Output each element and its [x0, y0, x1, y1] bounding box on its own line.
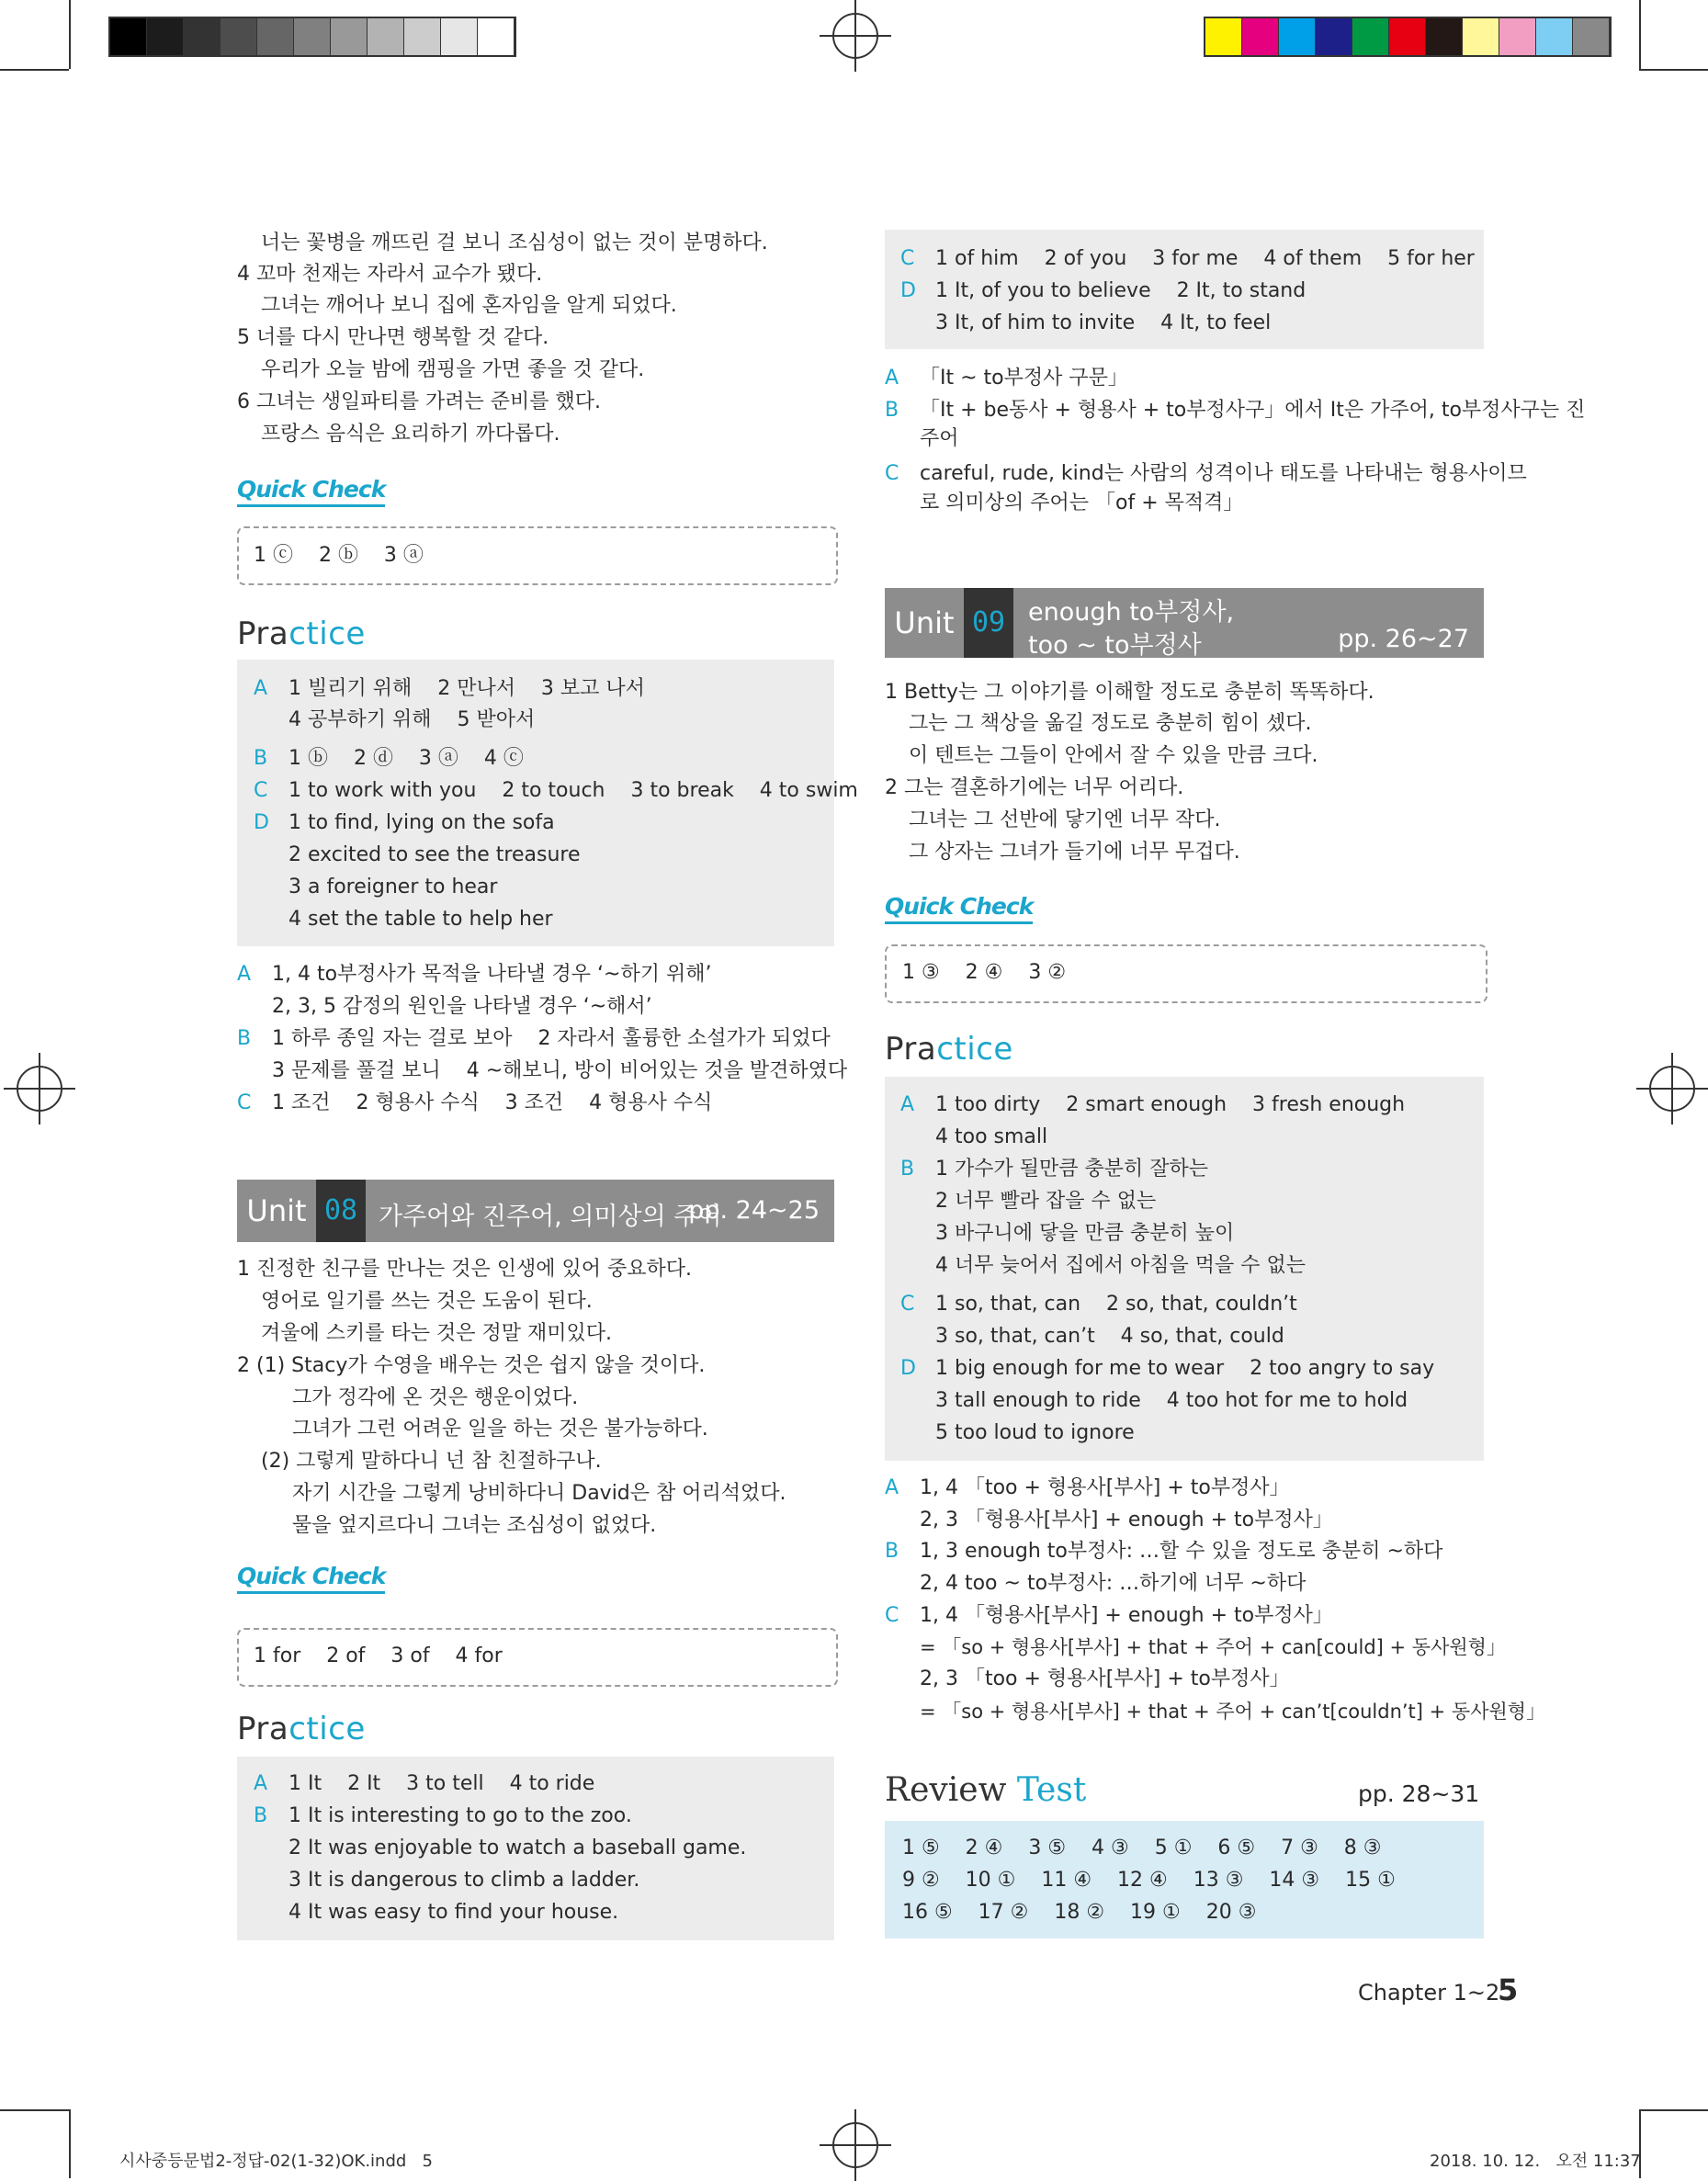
practice-title-part: ctice [288, 616, 366, 652]
answer-row [254, 905, 553, 934]
row-text: 2 excited to see the treasure [288, 843, 581, 866]
row-text: careful, rude, kind는 사람의 성격이나 태도를 나타내는 형용사이므 [920, 462, 1527, 485]
crop-mark [0, 2109, 69, 2111]
quick-check-title: Quick Check [237, 1563, 385, 1594]
row-label: B [885, 399, 899, 422]
row-text: 2, 3 「형용사[부사] + enough + to부정사」 [920, 1509, 1333, 1531]
answer-row [900, 1251, 1306, 1281]
row-text: 3 문제를 풀걸 보니 4 ~해보니, 방이 비어있는 것을 발견하였다 [272, 1059, 848, 1082]
practice-title-part: Pra [237, 1711, 289, 1747]
row-label: B [885, 1540, 899, 1563]
text-line: 그는 그 책상을 옮길 정도로 충분히 힘이 셌다. [909, 712, 1312, 735]
answer-row [254, 1834, 746, 1863]
answer-row [900, 1187, 1156, 1216]
answer-row [900, 244, 1475, 274]
note-row [237, 1024, 831, 1054]
row-text: 주어 [920, 427, 959, 450]
unit-title-line-1: enough to부정사, [1028, 598, 1235, 627]
row-label: A [885, 1476, 899, 1499]
grayscale-bar [108, 17, 516, 57]
crop-mark [1639, 69, 1708, 71]
note-row [885, 1474, 1290, 1503]
row-label: C [885, 1604, 899, 1627]
answer-row [900, 1090, 1405, 1120]
unit-label: Unit [894, 605, 955, 640]
review-row: 9 ② 10 ① 11 ④ 12 ④ 13 ③ 14 ③ 15 ① [902, 1869, 1396, 1892]
row-text: 3 so, that, can’t 4 so, that, could [935, 1325, 1284, 1348]
quick-check-title: Quick Check [885, 893, 1033, 924]
note-row [885, 489, 1243, 518]
text-line: 그녀는 깨어나 보니 집에 혼자임을 알게 되었다. [261, 294, 677, 317]
row-label: D [900, 1357, 916, 1380]
print-file-info: 시사중등문법2-정답-02(1-32)OK.indd 5 [119, 2152, 433, 2171]
answer-row [900, 1155, 1208, 1184]
quick-check-answers: 1 ⓒ 2 ⓑ 3 ⓐ [254, 544, 424, 567]
answer-row [254, 706, 535, 735]
chapter-label: Chapter 1~2 [1358, 1980, 1500, 2006]
answer-row [254, 1802, 632, 1831]
row-label: C [254, 779, 268, 802]
text-line: 2 그는 결혼하기에는 너무 어리다. [885, 776, 1184, 799]
row-text: 1 하루 종일 자는 걸로 보아 2 자라서 훌륭한 소설가가 되었다 [272, 1027, 831, 1050]
answer-row [900, 277, 1306, 306]
text-line: 1 진정한 친구를 만나는 것은 인생에 있어 중요하다. [237, 1258, 692, 1281]
text-line: (2) 그렇게 말하다니 넌 참 친절하구나. [261, 1450, 602, 1473]
review-row: 1 ⑤ 2 ④ 3 ⑤ 4 ③ 5 ① 6 ⑤ 7 ③ 8 ③ [902, 1836, 1382, 1859]
note-row [885, 459, 1527, 489]
answer-row [900, 1219, 1234, 1249]
crop-mark [69, 2109, 71, 2178]
row-text: 1 to find, lying on the sofa [288, 811, 555, 834]
row-text: = 「so + 형용사[부사] + that + 주어 + can’t[couldn’t] + 동사원형」 [920, 1701, 1546, 1723]
registration-mark [832, 13, 878, 59]
note-row [885, 1506, 1333, 1535]
row-text: 5 too loud to ignore [935, 1421, 1135, 1444]
quick-check-answers: 1 ③ 2 ④ 3 ② [902, 961, 1067, 984]
answer-row [254, 808, 555, 838]
row-text: 1 It is interesting to go to the zoo. [288, 1804, 632, 1827]
row-text: 2, 4 too ~ to부정사: …하기에 너무 ~하다 [920, 1572, 1306, 1595]
row-text: 1 to work with you 2 to touch 3 to break 4 to swim [288, 779, 858, 802]
text-line: 그녀는 그 선반에 닿기엔 너무 작다. [909, 808, 1221, 831]
text-line: 2 (1) Stacy가 수영을 배우는 것은 쉽지 않을 것이다. [237, 1354, 706, 1377]
practice-title-part: ctice [936, 1031, 1013, 1068]
row-text: 1 ⓑ 2 ⓓ 3 ⓐ 4 ⓒ [288, 747, 524, 770]
answer-row [900, 1418, 1135, 1448]
row-text: 3 It is dangerous to climb a ladder. [288, 1869, 640, 1892]
row-text: 4 It was easy to find your house. [288, 1901, 619, 1924]
crop-mark [1639, 0, 1641, 69]
row-text: 「It ~ to부정사 구문」 [920, 367, 1128, 390]
row-text: 1 It, of you to believe 2 It, to stand [935, 279, 1306, 302]
text-line: 6 그녀는 생일파티를 가려는 준비를 했다. [237, 390, 601, 413]
row-label: A [254, 677, 268, 700]
note-row [885, 1633, 1506, 1662]
row-label: A [885, 367, 899, 390]
crop-mark [0, 69, 69, 71]
row-label: C [900, 247, 915, 270]
row-text: 2 너무 빨라 잡을 수 없는 [935, 1190, 1157, 1213]
practice-title [237, 1711, 366, 1747]
registration-mark [1649, 1066, 1695, 1112]
note-row [237, 992, 652, 1022]
row-text: 1 big enough for me to wear 2 too angry to say [935, 1357, 1435, 1380]
note-row [237, 960, 711, 989]
print-date-info: 2018. 10. 12. 오전 11:37 [1430, 2152, 1641, 2171]
text-line: 이 텐트는 그들이 안에서 잘 수 있을 만큼 크다. [909, 744, 1318, 767]
text-line: 우리가 오늘 밤에 캠핑을 가면 좋을 것 같다. [261, 358, 645, 381]
note-row [885, 1601, 1333, 1631]
row-text: 3 It, of him to invite 4 It, to feel [935, 311, 1272, 334]
practice-title-part: Pra [237, 616, 289, 652]
row-text: 2, 3, 5 감정의 원인을 나타낼 경우 ‘~해서’ [272, 995, 652, 1018]
text-line: 1 Betty는 그 이야기를 이해할 정도로 충분히 똑똑하다. [885, 681, 1374, 704]
quick-check-title: Quick Check [237, 476, 385, 507]
text-line: 너는 꽃병을 깨뜨린 걸 보니 조심성이 없는 것이 분명하다. [261, 232, 768, 254]
row-label: B [900, 1158, 915, 1181]
row-label: C [885, 462, 899, 485]
row-text: 1 가수가 될만큼 충분히 잘하는 [935, 1158, 1208, 1181]
row-text: 3 바구니에 닿을 만큼 충분히 높이 [935, 1222, 1235, 1245]
row-text: 1, 4 「too + 형용사[부사] + to부정사」 [920, 1476, 1290, 1499]
answer-row [254, 1898, 618, 1927]
row-text: 2 It was enjoyable to watch a baseball game. [288, 1836, 747, 1859]
review-test-title [885, 1771, 1086, 1809]
answer-row [254, 744, 524, 774]
answer-row [900, 309, 1271, 338]
review-title-part: Review [885, 1771, 1007, 1809]
row-label: B [254, 1804, 268, 1827]
row-text: 1, 3 enough to부정사: …할 수 있을 정도로 충분히 ~하다 [920, 1540, 1443, 1563]
answer-row [254, 1866, 639, 1895]
text-line: 프랑스 음식은 요리하기 까다롭다. [261, 423, 560, 446]
review-title-part: Test [1016, 1771, 1087, 1809]
registration-mark [832, 2122, 878, 2168]
text-line: 그 상자는 그녀가 들기에 너무 무겁다. [909, 841, 1240, 864]
note-row [885, 1537, 1442, 1566]
note-row [885, 424, 959, 454]
unit-title-line-2: too ~ to부정사 [1028, 631, 1202, 660]
note-row [237, 1089, 712, 1118]
unit-08-header [237, 1180, 834, 1242]
row-text: 1 빌리기 위해 2 만나서 3 보고 나서 [288, 677, 645, 700]
row-text: 4 too small [935, 1125, 1048, 1148]
row-text: 1 of him 2 of you 3 for me 4 of them 5 for her [935, 247, 1475, 270]
row-text: 4 너무 늦어서 집에서 아침을 먹을 수 없는 [935, 1254, 1306, 1277]
text-line: 영어로 일기를 쓰는 것은 도움이 된다. [261, 1290, 593, 1313]
crop-mark [69, 0, 71, 69]
unit-title: 가주어와 진주어, 의미상의 주어 [379, 1203, 722, 1231]
row-text: 3 tall enough to ride 4 too hot for me to hold [935, 1389, 1408, 1412]
crop-mark [1639, 2109, 1708, 2111]
row-label: D [900, 279, 916, 302]
row-label: C [237, 1091, 252, 1114]
note-row [885, 1665, 1290, 1694]
row-text: 4 공부하기 위해 5 받아서 [288, 708, 536, 731]
text-line: 그녀가 그런 어려운 일을 하는 것은 불가능하다. [292, 1418, 708, 1441]
page-number: 5 [1498, 1972, 1519, 2007]
note-row [885, 1697, 1545, 1726]
answer-row [900, 1123, 1047, 1152]
practice-title-part: ctice [288, 1711, 366, 1747]
answer-row [900, 1354, 1434, 1384]
row-label: A [900, 1093, 915, 1116]
note-row [885, 1569, 1306, 1599]
row-label: A [254, 1772, 268, 1795]
row-label: B [254, 747, 268, 770]
row-text: 「It + be동사 + 형용사 + to부정사구」에서 It은 가주어, to부정사구는 진 [920, 399, 1586, 422]
row-text: 1 too dirty 2 smart enough 3 fresh enough [935, 1093, 1406, 1116]
answer-row [254, 841, 581, 870]
row-label: C [900, 1293, 915, 1316]
row-text: = 「so + 형용사[부사] + that + 주어 + can[could] + 동사원형」 [920, 1636, 1506, 1658]
text-line: 물을 엎지르다니 그녀는 조심성이 없었다. [292, 1514, 657, 1537]
row-label: D [254, 811, 269, 834]
row-text: 1 It 2 It 3 to tell 4 to ride [288, 1772, 595, 1795]
unit-number: 09 [964, 588, 1013, 658]
row-text: 1 so, that, can 2 so, that, couldn’t [935, 1293, 1297, 1316]
note-row [237, 1057, 847, 1086]
answer-row [900, 1322, 1284, 1351]
text-line: 5 너를 다시 만나면 행복할 것 같다. [237, 326, 549, 349]
answer-row [254, 776, 858, 806]
text-line: 그가 정각에 온 것은 행운이었다. [292, 1386, 579, 1409]
quick-check-answers: 1 for 2 of 3 of 4 for [254, 1644, 503, 1667]
answer-row [900, 1386, 1408, 1416]
row-text: 2, 3 「too + 형용사[부사] + to부정사」 [920, 1667, 1290, 1690]
text-line: 겨울에 스키를 타는 것은 정말 재미있다. [261, 1322, 612, 1345]
color-bar [1204, 17, 1612, 57]
note-row [885, 364, 1128, 393]
text-line: 자기 시간을 그렇게 낭비하다니 David은 참 어리석었다. [292, 1482, 786, 1505]
note-row [885, 396, 1585, 425]
unit-label: Unit [246, 1193, 307, 1228]
practice-title-part: Pra [885, 1031, 937, 1068]
row-label: B [237, 1027, 252, 1050]
registration-mark [17, 1066, 62, 1112]
answer-row [254, 1769, 594, 1799]
unit-pages: pp. 24~25 [688, 1196, 820, 1225]
review-pages: pp. 28~31 [1358, 1780, 1480, 1807]
text-line: 4 꼬마 천재는 자라서 교수가 됐다. [237, 263, 543, 286]
answer-row [254, 873, 497, 902]
answer-row [900, 1290, 1297, 1319]
row-text: 1 조건 2 형용사 수식 3 조건 4 형용사 수식 [272, 1091, 713, 1114]
row-text: 4 set the table to help her [288, 908, 553, 931]
answer-row [254, 674, 645, 704]
row-text: 1, 4 to부정사가 목적을 나타낼 경우 ‘~하기 위해’ [272, 963, 712, 986]
practice-title [885, 1031, 1013, 1068]
unit-09-header [885, 588, 1484, 658]
review-row: 16 ⑤ 17 ② 18 ② 19 ① 20 ③ [902, 1901, 1257, 1924]
row-text: 3 a foreigner to hear [288, 876, 498, 898]
practice-title [237, 616, 366, 652]
row-label: A [237, 963, 252, 986]
unit-pages: pp. 26~27 [1338, 625, 1469, 653]
row-text: 1, 4 「형용사[부사] + enough + to부정사」 [920, 1604, 1333, 1627]
row-text: 로 의미상의 주어는 「of + 목적격」 [920, 492, 1244, 514]
unit-number: 08 [316, 1180, 366, 1242]
